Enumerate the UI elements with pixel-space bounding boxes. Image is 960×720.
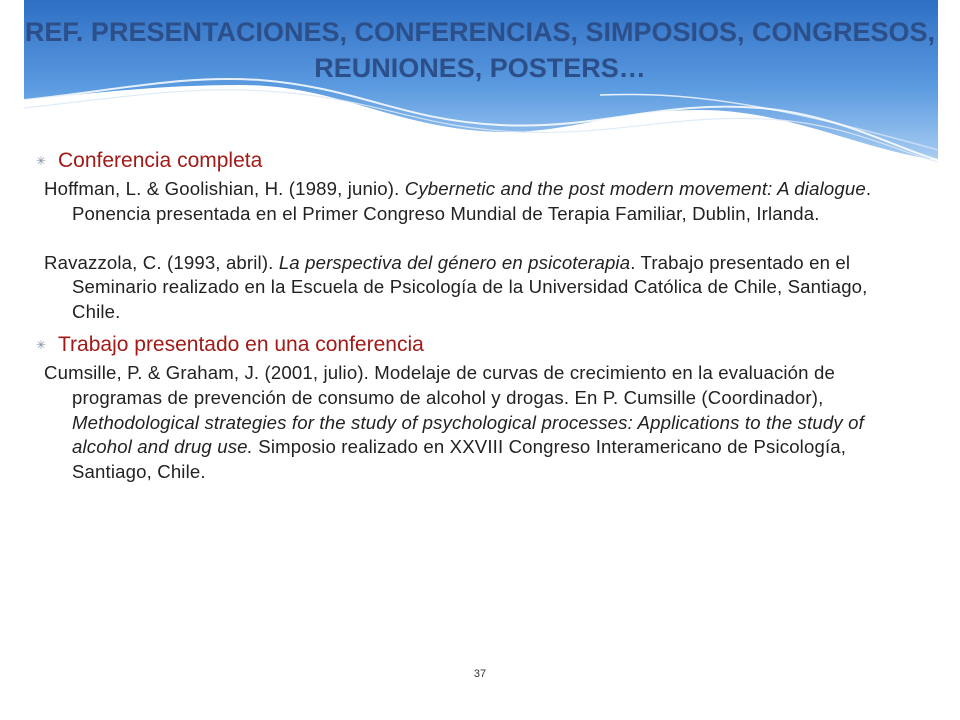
title-line-1: REF. PRESENTACIONES, CONFERENCIAS, SIMPOSIOS, CONGRESOS, [24,17,936,47]
reference-text: . Trabajo presentado en el Seminario realizado en la Escuela de Psicología de la Universidad Católica de Chile, Santiago, Chile. [72,251,868,323]
section-heading-text: Conferencia completa [58,149,263,172]
section-heading-text: Trabajo presentado en una conferencia [58,332,424,356]
asterisk-bullet-icon: ✳ [36,337,47,352]
reference-entry [44,251,916,325]
title-line-2: REUNIONES, POSTERS… [314,53,646,83]
reference-title: Methodological strategies for the study of psychological processes: Applications to the study of alcohol and drug use. [72,411,864,458]
section-heading-conferencia [36,147,916,175]
asterisk-bullet-icon: ✳ [36,154,47,168]
section-heading-trabajo [36,331,916,359]
reference-entry [44,177,916,227]
reference-entry [44,361,916,485]
reference-text: . Ponencia presentada en el Primer Congreso Mundial de Terapia Familiar, Dublin, Irlanda. [72,178,872,224]
reference-title: Cybernetic and the post modern movement: A dialogue [404,178,866,199]
page-number: 37 [473,668,487,680]
reference-text: Ravazzola, C. (1993, abril). [44,251,279,273]
slide-content [36,147,916,485]
reference-title: La perspectiva del género en psicoterapia [278,251,631,273]
reference-text: Hoffman, L. & Goolishian, H. (1989, junio). [44,178,405,199]
page-title [20,14,940,86]
reference-text: Cumsille, P. & Graham, J. (2001, julio). Modelaje de curvas de crecimiento en la evaluación de programas de prevención de consumo de alcohol y drogas. En P. Cumsille (Coordinador), [44,361,835,408]
header-banner [0,0,960,170]
reference-text: Simposio realizado en XXVIII Congreso Interamericano de Psicología, Santiago, Chile. [72,436,847,483]
